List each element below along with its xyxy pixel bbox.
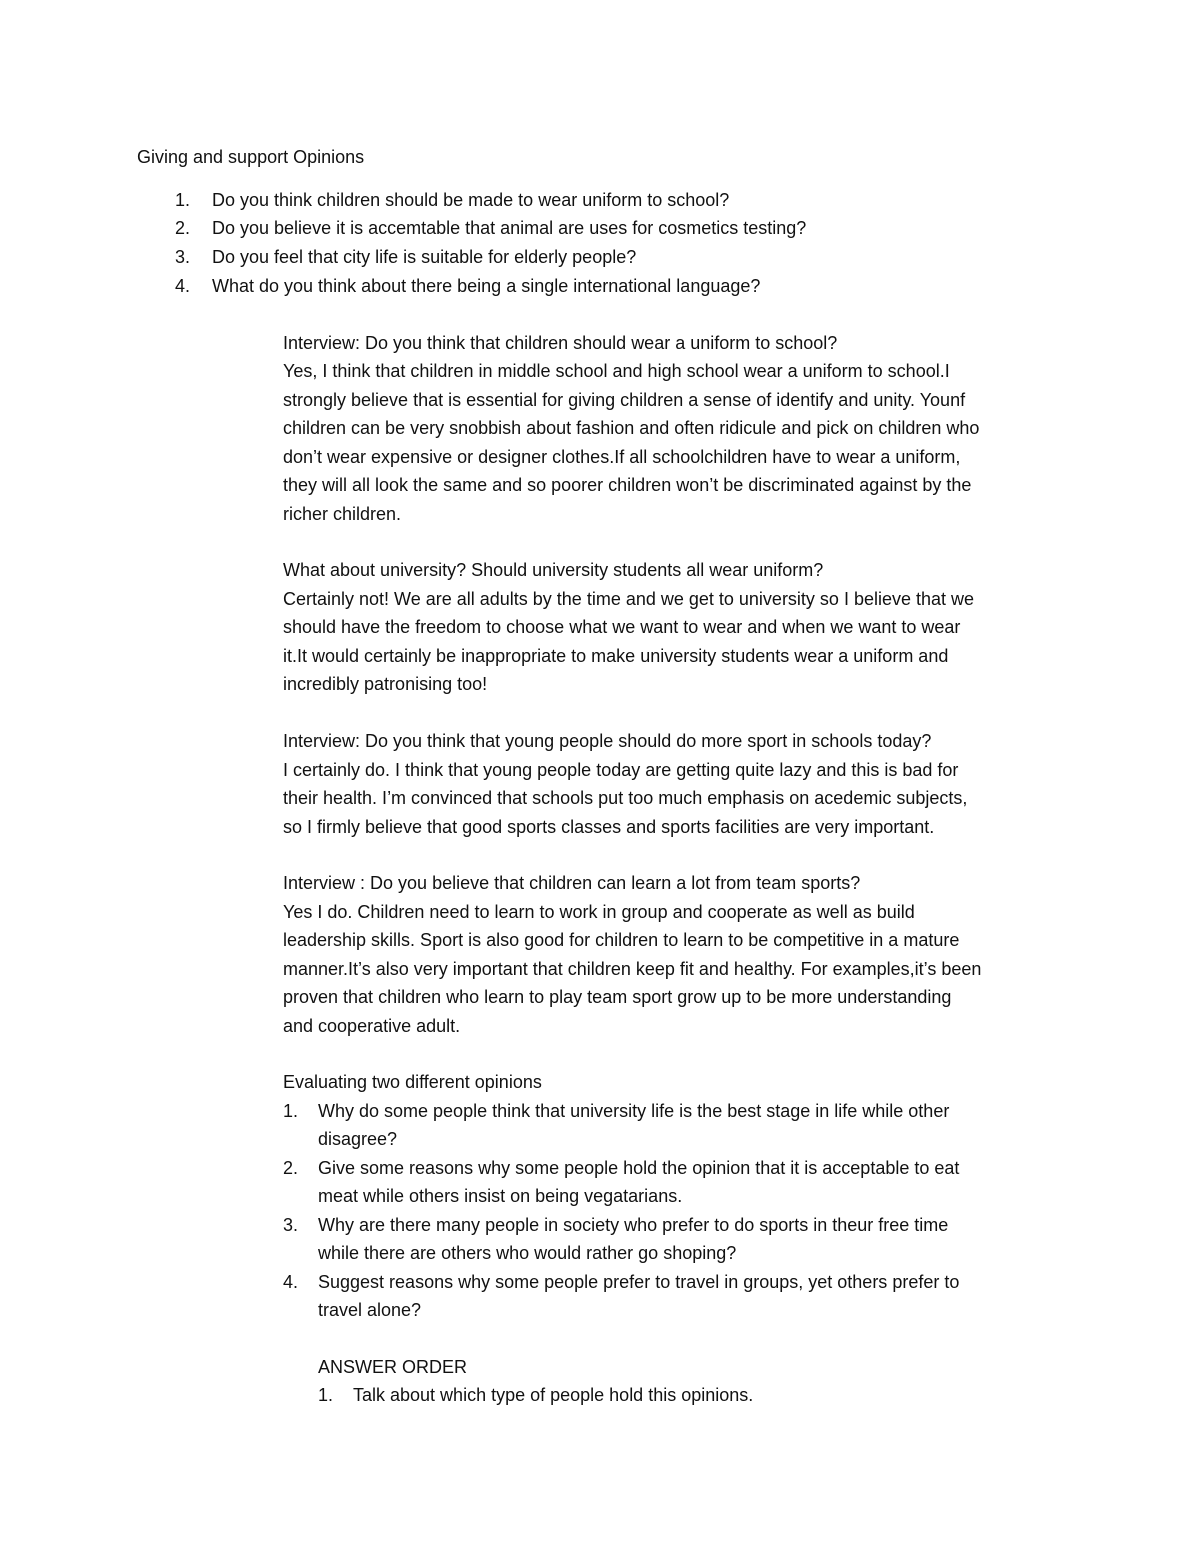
list-item: while there are others who would rather go shoping?	[318, 1243, 737, 1263]
list-number: 1.	[283, 1101, 299, 1121]
question-number: 4.	[175, 276, 191, 296]
answer-line: I certainly do. I think that young people today are getting quite lazy and this is bad for	[283, 760, 959, 780]
answer-line: they will all look the same and so poorer children won’t be discriminated against by the	[283, 475, 972, 495]
question-number: 3.	[175, 247, 191, 267]
answer-line: Yes, I think that children in middle school and high school wear a uniform to school.I	[283, 361, 950, 381]
list-number: 3.	[283, 1215, 299, 1235]
answer-line: strongly believe that is essential for giving children a sense of identify and unity. Younf	[283, 390, 966, 410]
answer-line: should have the freedom to choose what we want to wear and when we want to wear	[283, 617, 961, 637]
answer-line: and cooperative adult.	[283, 1016, 461, 1036]
section-heading: Evaluating two different opinions	[283, 1072, 542, 1092]
list-number: 4.	[283, 1272, 299, 1292]
interview-question: Interview : Do you believe that children can learn a lot from team sports?	[283, 873, 861, 893]
section-heading: ANSWER ORDER	[318, 1357, 468, 1377]
interview-question: Interview: Do you think that young people should do more sport in schools today?	[283, 731, 932, 751]
answer-line: don’t wear expensive or designer clothes.If all schoolchildren have to wear a uniform,	[283, 447, 961, 467]
question-text: Do you think children should be made to wear uniform to school?	[212, 190, 730, 210]
list-item: disagree?	[318, 1129, 398, 1149]
interview-question: Interview: Do you think that children should wear a uniform to school?	[283, 333, 838, 353]
list-item: Why do some people think that university life is the best stage in life while other	[318, 1101, 950, 1121]
list-item: travel alone?	[318, 1300, 422, 1320]
list-number: 2.	[283, 1158, 299, 1178]
document-title: Giving and support Opinions	[137, 147, 365, 167]
answer-line: Yes I do. Children need to learn to work in group and cooperate as well as build	[283, 902, 915, 922]
question-text: What do you think about there being a single international language?	[212, 276, 761, 296]
question-text: Do you feel that city life is suitable for elderly people?	[212, 247, 637, 267]
question-number: 2.	[175, 218, 191, 238]
answer-line: it.It would certainly be inappropriate to make university students wear a uniform and	[283, 646, 949, 666]
answer-line: so I firmly believe that good sports classes and sports facilities are very important.	[283, 817, 935, 837]
list-item: Suggest reasons why some people prefer to travel in groups, yet others prefer to	[318, 1272, 960, 1292]
interview-question: What about university? Should university students all wear uniform?	[283, 560, 824, 580]
answer-line: Certainly not! We are all adults by the time and we get to university so I believe that we	[283, 589, 975, 609]
answer-line: richer children.	[283, 504, 402, 524]
question-text: Do you believe it is accemtable that animal are uses for cosmetics testing?	[212, 218, 807, 238]
question-number: 1.	[175, 190, 191, 210]
answer-line: proven that children who learn to play team sport grow up to be more understanding	[283, 987, 952, 1007]
list-item: Why are there many people in society who prefer to do sports in theur free time	[318, 1215, 949, 1235]
list-item: Give some reasons why some people hold the opinion that it is acceptable to eat	[318, 1158, 960, 1178]
list-item: Talk about which type of people hold this opinions.	[353, 1385, 754, 1405]
list-item: meat while others insist on being vegatarians.	[318, 1186, 683, 1206]
answer-line: manner.It’s also very important that children keep fit and healthy. For examples,it’s been	[283, 959, 982, 979]
answer-line: children can be very snobbish about fashion and often ridicule and pick on children who	[283, 418, 980, 438]
answer-line: leadership skills. Sport is also good for children to learn to be competitive in a mature	[283, 930, 960, 950]
answer-line: their health. I’m convinced that schools put too much emphasis on acedemic subjects,	[283, 788, 968, 808]
answer-line: incredibly patronising too!	[283, 674, 488, 694]
list-number: 1.	[318, 1385, 334, 1405]
